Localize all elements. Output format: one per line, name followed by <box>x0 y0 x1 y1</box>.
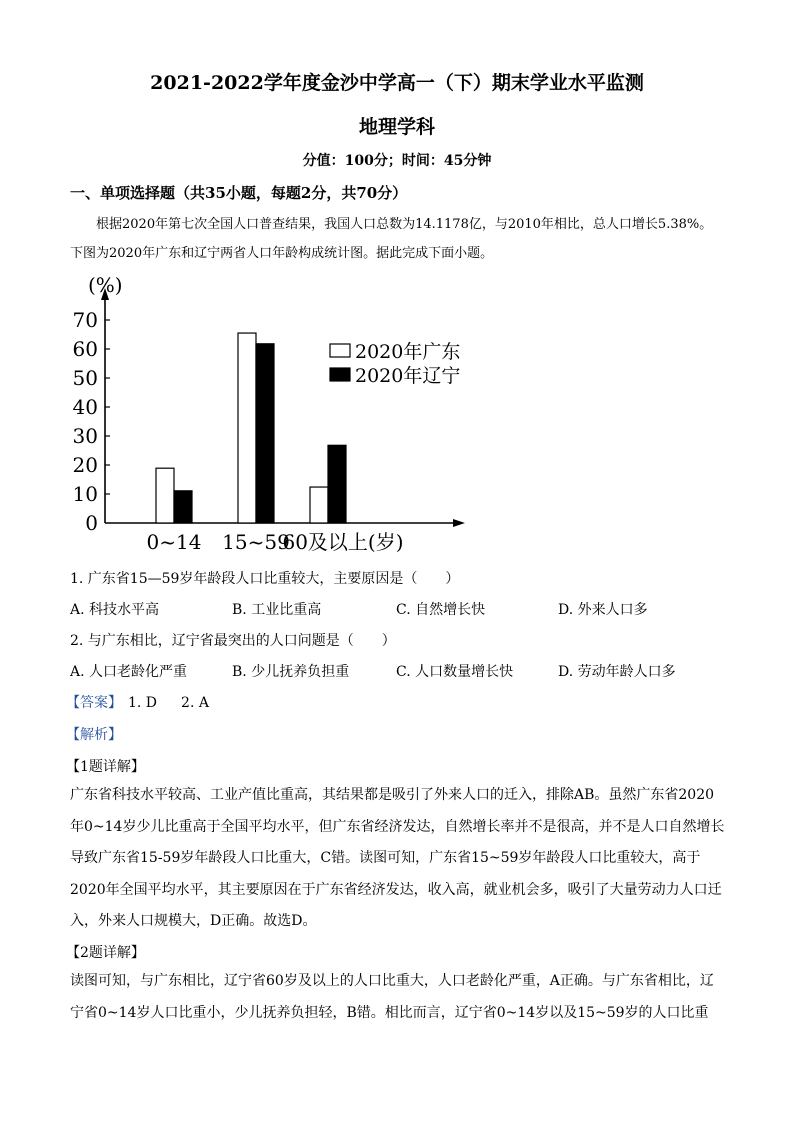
question-1-option-b[interactable]: B. 工业比重高 <box>232 602 322 618</box>
bar-guangdong <box>238 333 256 523</box>
section-intro: 根据2020年第七次全国人口普查结果，我国人口总数为14.1178亿，与2010年相比，总人口增长5.38%。下图为2020年广东和辽宁两省人口年龄构成统计图。据此完成下面小题。 <box>70 217 713 261</box>
y-tick-label: 40 <box>72 395 98 419</box>
question-1-option-a[interactable]: A. 科技水平高 <box>70 602 160 618</box>
detail-1-text: 广东省科技水平较高、工业产值比重高，其结果都是吸引了外来人口的迁入，排除AB。虽然广东省2020年0~14岁少儿比重高于全国平均水平，但广东省经济发达，自然增长率并不是很高，并不是人口自然增长导致广东省15-59岁年龄段人口比重大，C错。读图可知，广东省15~59岁年龄段人口比重较大，高于2020年全国平均水平，其主要原因在于广东省经济发达，收入高，就业机会多，吸引了大量劳动力人口迁入，外来人口规模大，D正确。故选D。 <box>70 787 725 929</box>
answer-line <box>66 692 209 712</box>
x-tick-label: 15~59 <box>222 530 290 554</box>
section-heading: 一、单项选择题（共35小题，每题2分，共70分） <box>70 184 408 202</box>
y-tick-label: 70 <box>72 308 98 332</box>
question-1-option-d[interactable]: D. 外来人口多 <box>558 602 648 618</box>
answer-tag: 【答案】 <box>66 695 122 711</box>
y-tick-label: 10 <box>72 482 98 506</box>
chart-legend <box>330 341 460 387</box>
y-tick-label: 0 <box>85 511 98 535</box>
question-2-option-d[interactable]: D. 劳动年龄人口多 <box>558 664 676 680</box>
question-1-option-c[interactable]: C. 自然增长快 <box>396 602 486 618</box>
y-tick-label: 30 <box>72 424 98 448</box>
detail-1-tag: 【1题详解】 <box>66 759 145 775</box>
x-axis-arrow <box>453 519 465 527</box>
bar-liaoning <box>328 445 346 523</box>
bar-liaoning <box>256 344 274 523</box>
y-tick-label: 50 <box>72 366 98 390</box>
y-tick-label: 20 <box>72 453 98 477</box>
question-1-stem: 1. 广东省15—59岁年龄段人口比重较大，主要原因是（ ） <box>70 571 460 587</box>
population-age-chart <box>60 268 480 558</box>
legend-swatch <box>330 368 350 381</box>
y-axis-label: (%) <box>88 273 123 297</box>
question-2-option-a[interactable]: A. 人口老龄化严重 <box>70 664 188 680</box>
legend-label: 2020年辽宁 <box>355 365 461 387</box>
detail-2-tag: 【2题详解】 <box>66 945 145 961</box>
answer-2: 2. A <box>181 695 209 711</box>
question-2-stem: 2. 与广东相比，辽宁省最突出的人口问题是（ ） <box>70 633 396 649</box>
question-2-option-b[interactable]: B. 少儿抚养负担重 <box>232 664 350 680</box>
bar-guangdong <box>156 468 174 523</box>
exam-meta: 分值：100分；时间：45分钟 <box>302 153 492 169</box>
detail-2-text: 读图可知，与广东相比，辽宁省60岁及以上的人口比重大，人口老龄化严重，A正确。与广东省相比，辽宁省0~14岁人口比重小，少儿抚养负担轻，B错。相比而言，辽宁省0~14岁以及15~59岁的人口比重 <box>70 973 714 1021</box>
analysis-tag: 【解析】 <box>66 727 122 743</box>
legend-swatch <box>330 344 350 357</box>
answer-1: 1. D <box>128 695 158 711</box>
chart-bars <box>156 333 346 523</box>
x-tick-label: 60及以上(岁) <box>282 530 404 554</box>
question-2-option-c[interactable]: C. 人口数量增长快 <box>396 664 514 680</box>
subject-title: 地理学科 <box>358 116 435 138</box>
bar-guangdong <box>310 487 328 523</box>
bar-liaoning <box>174 491 192 523</box>
legend-label: 2020年广东 <box>355 341 461 363</box>
x-tick-label: 0~14 <box>146 530 202 554</box>
y-tick-label: 60 <box>72 337 98 361</box>
exam-title: 2021-2022学年度金沙中学高一（下）期末学业水平监测 <box>150 72 644 94</box>
